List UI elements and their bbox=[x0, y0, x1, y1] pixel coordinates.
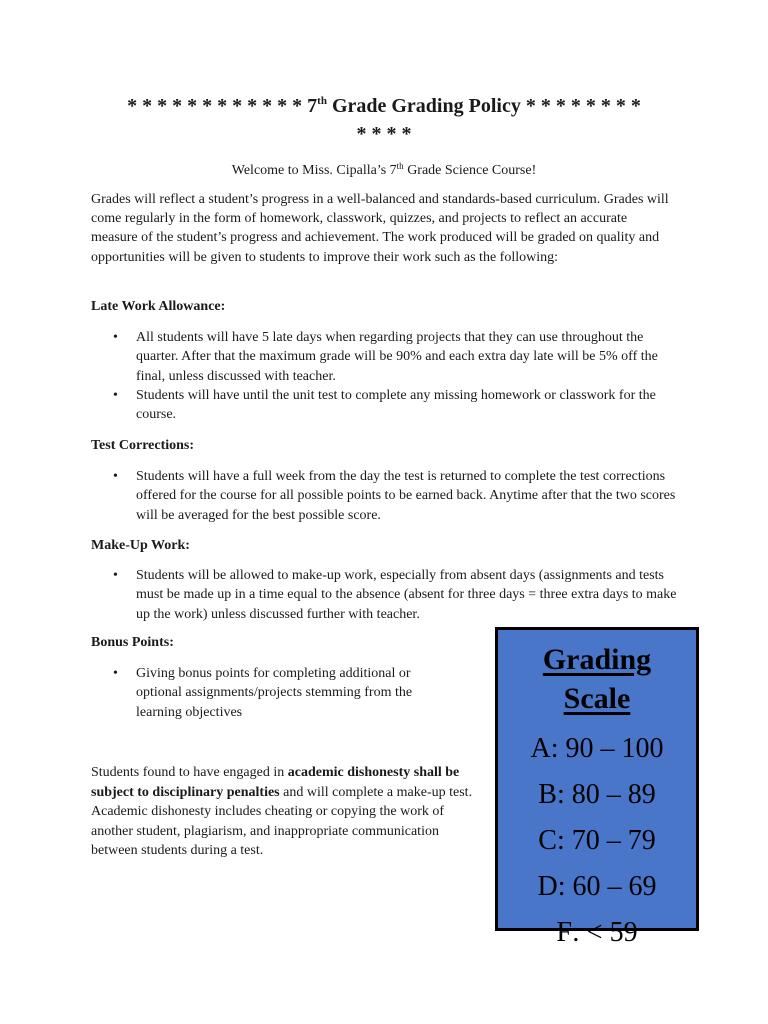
title-main: Grade Grading Policy * * * * * * * * bbox=[326, 95, 641, 117]
welcome-after: Grade Science Course! bbox=[403, 163, 537, 178]
grade-c: C: 70 – 79 bbox=[538, 825, 656, 856]
grade-f: F: < 59 bbox=[556, 917, 638, 948]
grading-scale-title-line2: Scale bbox=[563, 682, 631, 715]
closing-bold: academic dishonesty shall be subject to disciplinary penalties bbox=[91, 765, 460, 800]
closing-after: and will complete a make-up test. Academic dishonesty includes cheating or copying the work of another student, plagiarism, and inappropriate communication between students during a test. bbox=[91, 784, 473, 858]
list-item: • Giving bonus points for completing additional or optional assignments/projects stemming from the learning objectives bbox=[91, 664, 451, 722]
title-superscript: th bbox=[317, 95, 327, 107]
bonus-points-list bbox=[91, 664, 451, 722]
intro-paragraph: Grades will reflect a student’s progress in a well-balanced and standards-based curriculum. Grades will come regularly in the form of homework, classwork, quizzes, and projects to reflect an accurate measure of the student’s progress and achievement. The work produced will be graded on quality and opportunities will be given to students to improve their work such as the following: bbox=[91, 192, 669, 265]
grading-scale-box bbox=[495, 627, 699, 948]
grading-scale-title bbox=[498, 640, 696, 718]
list-item: • All students will have 5 late days when regarding projects that they can use throughout the quarter. After that the maximum grade will be 90% and each extra day late will be 5% off the final, unless discussed with teacher. bbox=[91, 328, 681, 386]
welcome-superscript: th bbox=[396, 161, 404, 171]
bonus-points-heading: Bonus Points: bbox=[91, 635, 174, 650]
list-item: • Students will be allowed to make-up work, especially from absent days (assignments and tests must be made up in a time equal to the absence (absent for three days = three extra days to make up the work) unless discussed further with teacher. bbox=[91, 566, 681, 624]
make-up-list bbox=[91, 566, 681, 624]
grading-scale-title-line1: Grading bbox=[542, 643, 652, 676]
welcome-before: Welcome to Miss. Cipalla’s 7 bbox=[231, 163, 397, 178]
page-title bbox=[80, 92, 688, 148]
grade-a: A: 90 – 100 bbox=[530, 733, 664, 764]
title-continuation: * * * * bbox=[356, 123, 412, 145]
late-work-heading: Late Work Allowance: bbox=[91, 299, 226, 314]
grade-d: D: 60 – 69 bbox=[537, 871, 657, 902]
make-up-heading: Make-Up Work: bbox=[91, 538, 190, 553]
grade-list bbox=[498, 726, 696, 956]
title-prefix: * * * * * * * * * * * * 7 bbox=[127, 95, 318, 117]
grade-b: B: 80 – 89 bbox=[538, 779, 656, 810]
test-corrections-heading: Test Corrections: bbox=[91, 438, 195, 453]
list-item: • Students will have until the unit test to complete any missing homework or classwork for the course. bbox=[91, 386, 681, 425]
closing-before: Students found to have engaged in bbox=[91, 765, 288, 780]
welcome-line bbox=[80, 161, 688, 180]
list-item: • Students will have a full week from the day the test is returned to complete the test corrections offered for the course for all possible points to be earned back. Anytime after that the two scores will be averaged for the best possible score. bbox=[91, 467, 681, 525]
test-corrections-list bbox=[91, 467, 681, 525]
late-work-list bbox=[91, 328, 681, 424]
academic-dishonesty-paragraph bbox=[91, 763, 476, 861]
